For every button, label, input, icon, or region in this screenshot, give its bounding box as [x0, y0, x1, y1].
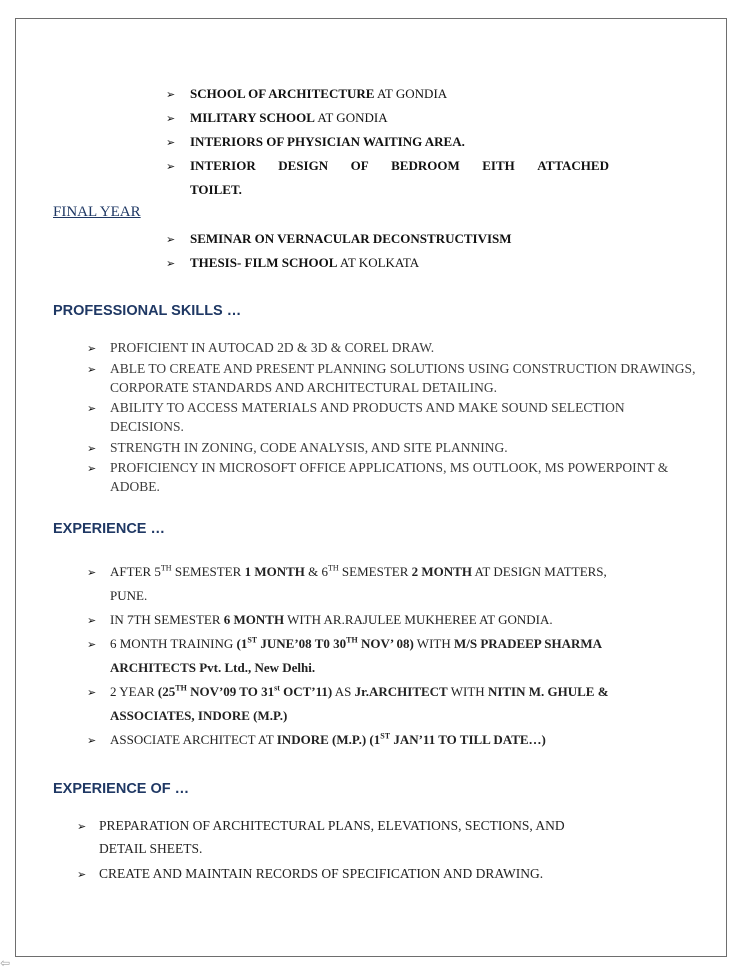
arrow-bullet-icon: ➢	[166, 160, 176, 173]
skill-text: ABILITY TO ACCESS MATERIALS AND PRODUCTS AND MAKE SOUND SELECTION DECISIONS.	[110, 400, 625, 434]
experience-title: EXPERIENCE …	[53, 521, 165, 537]
superscript: TH	[328, 563, 339, 573]
duty-text: CREATE AND MAINTAIN RECORDS OF SPECIFICATION AND DRAWING.	[99, 866, 544, 881]
back-arrow-icon[interactable]: ⇦	[0, 956, 11, 970]
word: ATTACHED	[537, 158, 609, 173]
text-run: (25	[157, 684, 176, 699]
list-item	[166, 154, 620, 202]
experience-text	[110, 560, 610, 608]
text-run: Jr.ARCHITECT	[354, 684, 448, 699]
arrow-bullet-icon: ➢	[87, 342, 97, 355]
item-bold-text: THESIS- FILM SCHOOL	[190, 255, 338, 270]
list-item	[87, 680, 610, 728]
list-item	[87, 458, 700, 496]
list-item	[87, 608, 610, 632]
text-run: JUNE’08 T0 30	[257, 636, 347, 651]
list-item	[87, 632, 610, 680]
superscript: TH	[346, 635, 358, 645]
text-run: AFTER 5	[110, 564, 161, 579]
text-run: AT DESIGN MATTERS, PUNE.	[110, 564, 607, 603]
text-run: (1	[236, 636, 248, 651]
text-run: & 6	[304, 564, 328, 579]
item-bold-text: SEMINAR ON VERNACULAR DECONSTRUCTIVISM	[190, 231, 512, 246]
superscript: st	[274, 683, 280, 693]
text-run: NITIN M. GHULE & ASSOCIATES, INDORE (M.P.)	[110, 684, 609, 723]
superscript: TH	[175, 683, 187, 693]
superscript: ST	[380, 731, 391, 741]
list-item	[87, 728, 610, 752]
item-light-text: AT GONDIA	[314, 110, 388, 125]
item-light-text: AT GONDIA	[374, 86, 448, 101]
final-year-list	[166, 227, 620, 275]
arrow-bullet-icon: ➢	[166, 88, 176, 101]
arrow-bullet-icon: ➢	[87, 638, 97, 651]
word: EITH	[482, 158, 515, 173]
arrow-bullet-icon: ➢	[166, 112, 176, 125]
skill-text: PROFICIENT IN AUTOCAD 2D & 3D & COREL DRAW.	[110, 340, 435, 355]
list-item	[166, 106, 620, 130]
arrow-bullet-icon: ➢	[77, 868, 87, 881]
item-bold-text: MILITARY SCHOOL	[190, 110, 315, 125]
text-run: NOV’ 08)	[357, 636, 414, 651]
list-item	[87, 560, 610, 608]
final-year-heading: FINAL YEAR	[53, 204, 141, 220]
list-item	[77, 862, 614, 885]
skills-list	[87, 338, 700, 498]
word: OF	[350, 158, 369, 173]
arrow-bullet-icon: ➢	[87, 402, 97, 415]
item-bold-text: SCHOOL OF ARCHITECTURE	[190, 86, 375, 101]
experience-text	[110, 680, 610, 728]
list-item	[87, 359, 700, 397]
justified-line	[190, 154, 609, 178]
list-item	[166, 227, 620, 251]
arrow-bullet-icon: ➢	[87, 566, 97, 579]
design-project-list	[166, 82, 620, 202]
arrow-bullet-icon: ➢	[87, 462, 97, 475]
arrow-bullet-icon: ➢	[87, 362, 97, 376]
text-run: 6 MONTH TRAINING	[110, 636, 237, 651]
arrow-bullet-icon: ➢	[166, 233, 176, 246]
text-run: 1 MONTH	[244, 564, 305, 579]
arrow-bullet-icon: ➢	[87, 614, 97, 627]
experience-text	[110, 608, 610, 632]
text-run: 2 YEAR	[110, 684, 158, 699]
word: DESIGN	[278, 158, 329, 173]
text-run: ASSOCIATE ARCHITECT AT	[110, 732, 277, 747]
list-item	[87, 338, 700, 357]
arrow-bullet-icon: ➢	[87, 686, 97, 699]
list-item	[87, 438, 700, 457]
text-run: INDORE (M.P.) (1	[276, 732, 381, 747]
text-run: OCT’11)	[279, 684, 333, 699]
text-run: NOV’09 TO 31	[186, 684, 275, 699]
item-bold-text: INTERIORS OF PHYSICIAN WAITING AREA.	[190, 134, 465, 149]
list-item	[87, 398, 700, 436]
word: BEDROOM	[391, 158, 460, 173]
arrow-bullet-icon: ➢	[77, 820, 87, 833]
superscript: TH	[160, 563, 172, 573]
text-run: IN 7TH SEMESTER	[110, 612, 224, 627]
arrow-bullet-icon: ➢	[166, 257, 176, 270]
skill-text: PROFICIENCY IN MICROSOFT OFFICE APPLICATIONS, MS OUTLOOK, MS POWERPOINT & ADOBE.	[110, 460, 669, 494]
list-item	[77, 814, 614, 860]
skill-text: STRENGTH IN ZONING, CODE ANALYSIS, AND SITE PLANNING.	[110, 439, 508, 455]
experience-of-list	[77, 814, 614, 885]
item-light-text: AT KOLKATA	[337, 255, 420, 270]
text-run: WITH AR.RAJULEE MUKHEREE AT GONDIA.	[284, 612, 553, 627]
list-item	[166, 251, 620, 275]
arrow-bullet-icon: ➢	[166, 136, 176, 149]
word: INTERIOR	[190, 158, 256, 173]
experience-text	[110, 632, 610, 680]
text-run: JAN’11 TO TILL DATE…)	[390, 732, 546, 747]
text-run: M/S PRADEEP SHARMA ARCHITECTS Pvt. Ltd., New Delhi.	[110, 636, 602, 675]
superscript: ST	[247, 635, 258, 645]
list-item	[166, 130, 620, 154]
text-run: WITH	[447, 684, 488, 699]
experience-text	[110, 728, 610, 752]
experience-list	[87, 560, 610, 752]
text-run: 6 MONTH	[223, 612, 285, 627]
item-continuation: TOILET.	[190, 182, 242, 197]
text-run: 2 MONTH	[411, 564, 472, 579]
professional-skills-title: PROFESSIONAL SKILLS …	[53, 303, 242, 319]
arrow-bullet-icon: ➢	[87, 734, 97, 747]
text-run: SEMESTER	[338, 564, 412, 579]
list-item	[166, 82, 620, 106]
arrow-bullet-icon: ➢	[87, 441, 97, 455]
experience-of-title: EXPERIENCE OF …	[53, 781, 190, 797]
skill-text: ABLE TO CREATE AND PRESENT PLANNING SOLUTIONS USING CONSTRUCTION DRAWINGS, CORPORATE STANDARDS AND ARCHITECTURAL DETAILING.	[110, 360, 696, 395]
text-run: AS	[332, 684, 355, 699]
text-run: WITH	[413, 636, 454, 651]
duty-text: PREPARATION OF ARCHITECTURAL PLANS, ELEVATIONS, SECTIONS, AND DETAIL SHEETS.	[99, 818, 565, 856]
text-run: SEMESTER	[171, 564, 245, 579]
